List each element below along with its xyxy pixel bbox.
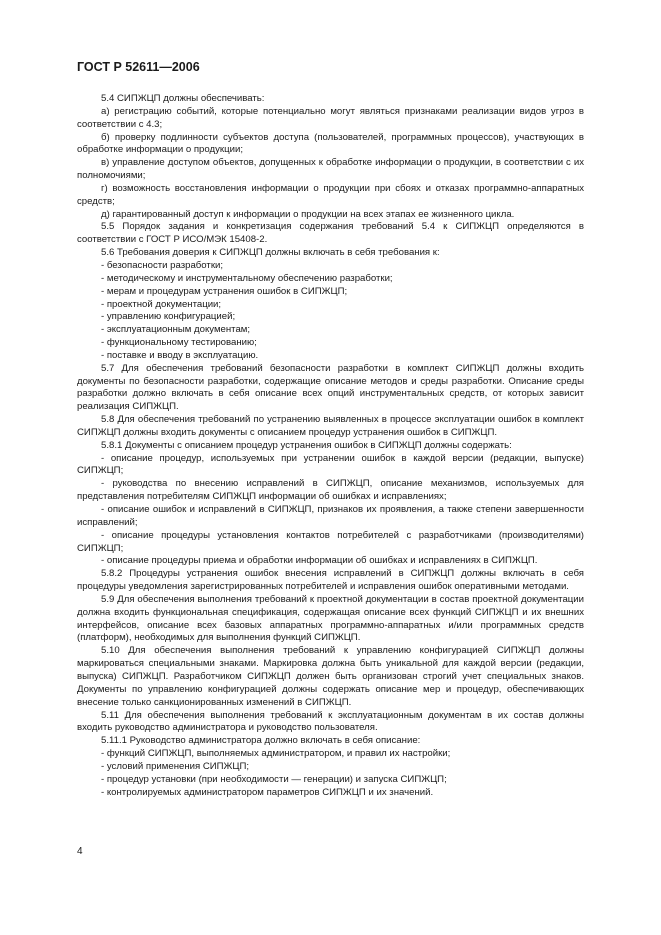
document-body: [77, 93, 584, 799]
list-item: - методическому и инструментальному обеспечению разработки;: [101, 272, 393, 284]
paragraph: а) регистрацию событий, которые потенциально могут являться признаками реализации видов угроз в соответствии с 4.3;: [77, 105, 584, 130]
list-item: - описание процедуры установления контактов потребителей с разработчиками (производителями) СИПЖЦП;: [77, 529, 584, 554]
list-item: - эксплуатационным документам;: [101, 324, 251, 336]
list-item: - процедур установки (при необходимости — генерации) и запуска СИПЖЦП;: [101, 773, 447, 785]
paragraph: г) возможность восстановления информации о продукции при сбоях и отказах программно-аппаратных средств;: [77, 182, 584, 207]
paragraph: 5.5 Порядок задания и конкретизация содержания требований 5.4 к СИПЖЦП определяются в соответствии с ГОСТ Р ИСО/МЭК 15408-2.: [77, 221, 584, 246]
document-header: ГОСТ Р 52611—2006: [77, 60, 200, 74]
list-item: - функций СИПЖЦП, выполняемых администратором, и правил их настройки;: [101, 748, 451, 760]
paragraph: 5.8.1 Документы с описанием процедур устранения ошибок в СИПЖЦП должны содержать:: [101, 439, 512, 451]
paragraph: 5.4 СИПЖЦП должны обеспечивать:: [101, 93, 265, 104]
paragraph: б) проверку подлинности субъектов доступа (пользователей, программных процессов), участвующих в обработке информации о продукции;: [77, 131, 584, 156]
page-number: 4: [77, 846, 83, 857]
list-item: - управлению конфигурацией;: [101, 311, 236, 323]
paragraph: 5.6 Требования доверия к СИПЖЦП должны включать в себя требования к:: [101, 247, 440, 259]
list-item: - проектной документации;: [101, 298, 222, 310]
list-item: - описание процедур, используемых при устранении ошибок в каждой версии (редакции, выпуске) СИПЖЦП;: [77, 452, 584, 477]
list-item: - контролируемых администратором параметров СИПЖЦП и их значений.: [101, 786, 434, 798]
paragraph: 5.9 Для обеспечения выполнения требований к проектной документации в состав проектной документации должна входить функциональная спецификация, содержащая описание всех функций СИПЖЦП и их внешних интерфейсов, описание всех базовых аппаратных программно-аппаратных и/или программных средств (платформ), необходимых для выполнения функций СИПЖЦП.: [77, 593, 584, 644]
paragraph: 5.8 Для обеспечения требований по устранению выявленных в процессе эксплуатации ошибок в комплект СИПЖЦП должны входить документы с описанием процедур устранения ошибок в СИПЖЦП.: [77, 414, 584, 438]
paragraph: 5.11 Для обеспечения выполнения требований к эксплуатационным документам в их состав должны входить руководство администратора и руководство пользователя.: [77, 709, 584, 734]
list-item: - мерам и процедурам устранения ошибок в СИПЖЦП;: [101, 285, 348, 297]
list-item: - описание процедуры приема и обработки информации об ошибках и исправлениях в СИПЖЦП.: [101, 555, 538, 567]
paragraph: 5.8.2 Процедуры устранения ошибок внесения исправлений в СИПЖЦП должны включать в себя процедуры уведомления зарегистрированных потребителей и исправления ошибок оперативными методами.: [77, 568, 584, 593]
paragraph: 5.10 Для обеспечения выполнения требований к управлению конфигурацией СИПЖЦП должны маркироваться специальными знаками. Маркировка должна быть уникальной для каждой версии (редакции, выпуска) СИПЖЦП. Разработчиком СИПЖЦП должен быть организован строгий учет специальных знаков. Документы по управлению конфигурацией должны содержать описание мер и процедур, обеспечивающих внесение только санкционированных изменений в СИПЖЦП.: [77, 645, 584, 708]
paragraph: 5.11.1 Руководство администратора должно включать в себя описание:: [101, 735, 421, 747]
paragraph: 5.7 Для обеспечения требований безопасности разработки в комплект СИПЖЦП должны входить документы по безопасности разработки, содержащие описание методов и среды разработки. Описание среды разработки должно включать в себя описание всех опций инструментальных средств, от которых зависит реализация СИПЖЦП.: [77, 362, 584, 413]
list-item: - поставке и вводу в эксплуатацию.: [101, 349, 259, 361]
list-item: - условий применения СИПЖЦП;: [101, 760, 250, 772]
paragraph: в) управление доступом объектов, допущенных к обработке информации о продукции, в соответствии с их полномочиями;: [77, 157, 584, 182]
list-item: - безопасности разработки;: [101, 259, 224, 271]
list-item: - руководства по внесению исправлений в СИПЖЦП, описание механизмов, используемых для представления потребителям СИПЖЦП информации об ошибках и исправлениях;: [77, 478, 584, 503]
paragraph: д) гарантированный доступ к информации о продукции на всех этапах ее жизненного цикла.: [101, 208, 515, 220]
list-item: - функциональному тестированию;: [101, 337, 257, 349]
list-item: - описание ошибок и исправлений в СИПЖЦП, признаков их проявления, а также степени завершенности исправлений;: [77, 504, 584, 528]
